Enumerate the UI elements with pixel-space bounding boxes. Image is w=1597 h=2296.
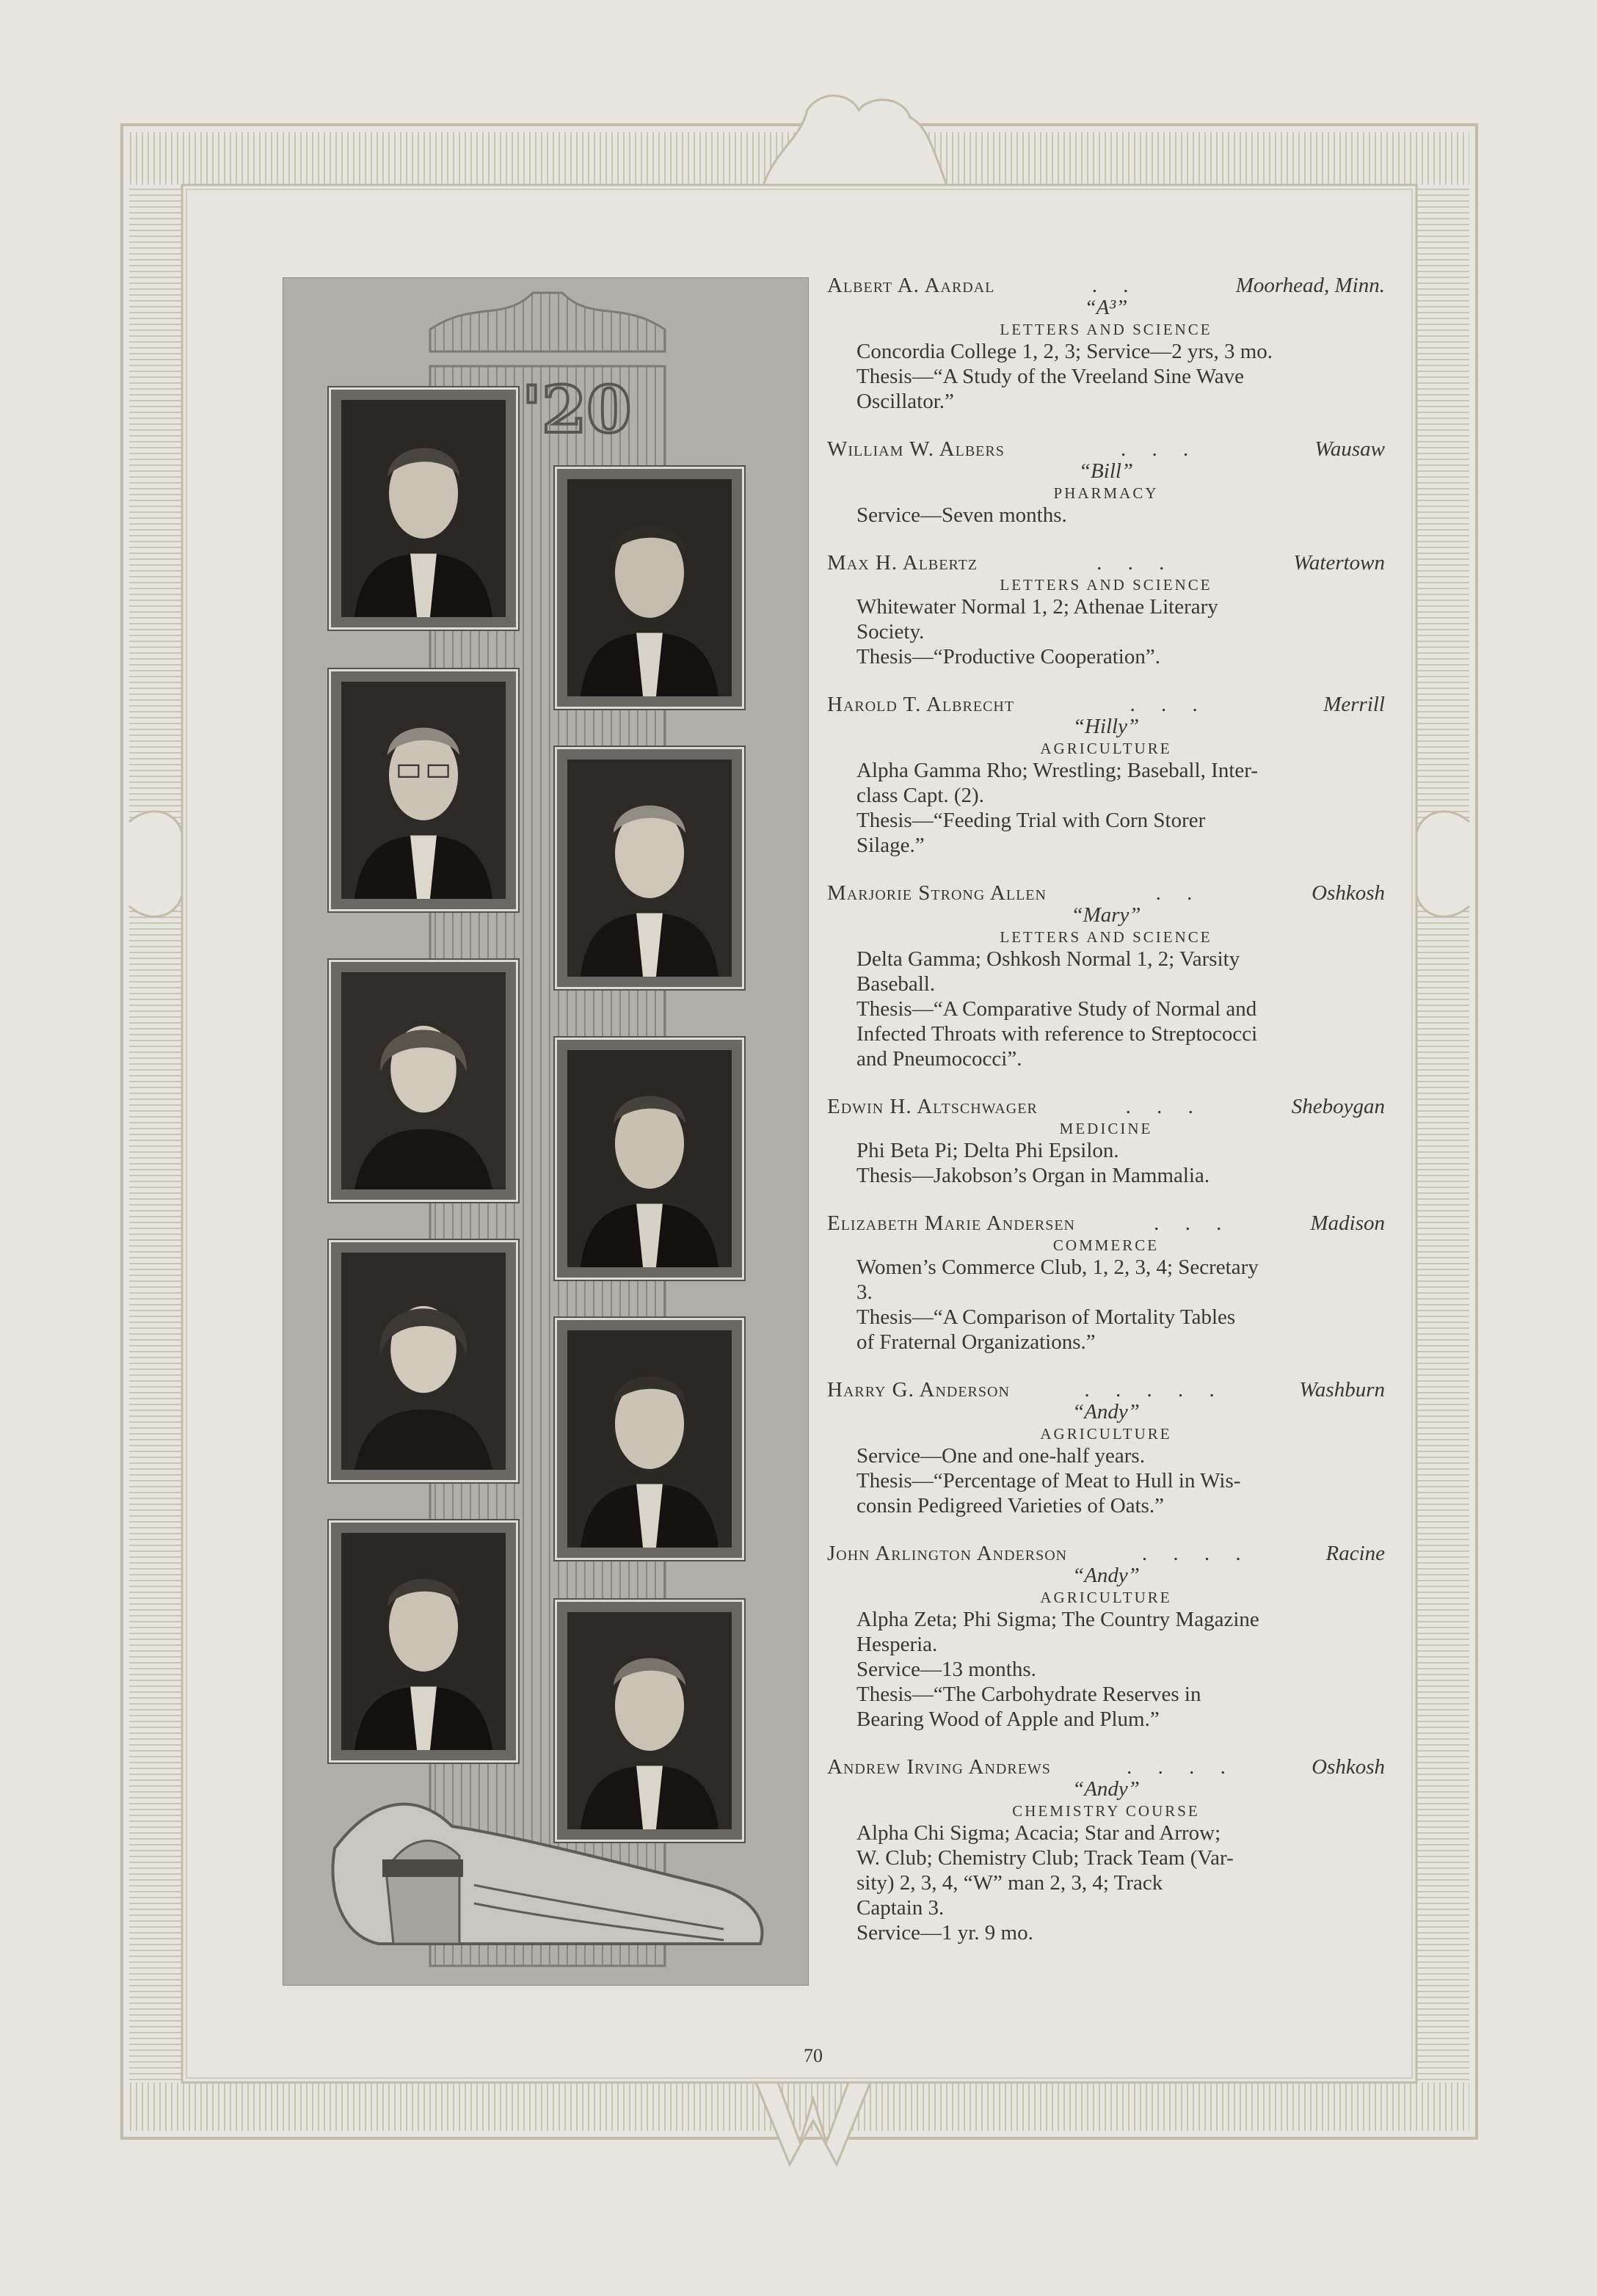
entry-text-line: W. Club; Chemistry Club; Track Team (Var- — [856, 1846, 1234, 1870]
portrait-1 — [329, 387, 518, 630]
course: PHARMACY — [1053, 484, 1159, 502]
course: LETTERS AND SCIENCE — [1000, 321, 1212, 338]
student-name: Albert A. Aardal — [827, 274, 995, 297]
course: CHEMISTRY COURSE — [1012, 1802, 1200, 1820]
student-name: Max H. Albertz — [827, 551, 978, 575]
entry-text-line: Thesis—Jakobson’s Organ in Mammalia. — [856, 1164, 1210, 1187]
entry-text-line: Service—Seven months. — [856, 503, 1067, 527]
portrait-photo — [567, 1330, 732, 1548]
nickname: “Mary” — [1071, 903, 1141, 927]
portrait-photo — [567, 1050, 732, 1267]
entry-text-line: Oscillator.” — [856, 390, 954, 413]
hometown: Madison — [1310, 1211, 1385, 1235]
course: LETTERS AND SCIENCE — [1000, 576, 1212, 594]
entry-text-line: Alpha Chi Sigma; Acacia; Star and Arrow; — [856, 1821, 1221, 1845]
student-name: Andrew Irving Andrews — [827, 1755, 1051, 1779]
entry — [827, 273, 1385, 414]
leader-dots: . . . — [1154, 1211, 1232, 1235]
hometown: Oshkosh — [1312, 881, 1385, 905]
entry-text-line: Thesis—“A Comparison of Mortality Tables — [856, 1305, 1236, 1329]
entry — [827, 550, 1385, 669]
hometown: Racine — [1325, 1542, 1385, 1565]
hometown: Oshkosh — [1312, 1755, 1385, 1779]
nickname: “A³” — [1084, 296, 1128, 319]
entry-header — [827, 1541, 1385, 1566]
entry-text-line: Women’s Commerce Club, 1, 2, 3, 4; Secretary — [856, 1255, 1259, 1279]
portrait-7 — [329, 1240, 518, 1482]
leader-dots: . . . — [1125, 1095, 1204, 1118]
entry-header — [827, 437, 1385, 462]
portrait-8 — [555, 1318, 744, 1560]
entry-text-line: sity) 2, 3, 4, “W” man 2, 3, 4; Track — [856, 1871, 1163, 1895]
entry — [827, 1754, 1385, 1945]
portrait-photo — [341, 400, 506, 617]
entry-text-line: Thesis—“The Carbohydrate Reserves in — [856, 1683, 1201, 1706]
portrait-photo — [341, 682, 506, 899]
entry-text-line: Service—13 months. — [856, 1658, 1036, 1681]
entry-text-line: Whitewater Normal 1, 2; Athenae Literary — [856, 595, 1218, 619]
portrait-9 — [329, 1520, 518, 1763]
entry — [827, 1541, 1385, 1732]
leader-dots: . . . — [1096, 551, 1175, 575]
entries-column — [827, 273, 1385, 1968]
leader-dots: . . — [1091, 274, 1139, 297]
leader-dots: . . . . — [1127, 1755, 1236, 1779]
entry-text-line: class Capt. (2). — [856, 784, 984, 807]
portrait-3 — [329, 669, 518, 911]
entry-header — [827, 881, 1385, 905]
portrait-4 — [555, 747, 744, 989]
entry-text-line: Captain 3. — [856, 1896, 945, 1920]
portrait-photo — [341, 972, 506, 1189]
entry-text-line: Thesis—“Percentage of Meat to Hull in Wis- — [856, 1469, 1241, 1493]
entry-text-line: consin Pedigreed Varieties of Oats.” — [856, 1494, 1165, 1517]
entry-text-line: Thesis—“Productive Cooperation”. — [856, 645, 1160, 668]
entry-header — [827, 1094, 1385, 1119]
entry-text-line: Service—One and one-half years. — [856, 1444, 1145, 1468]
course: AGRICULTURE — [1040, 1589, 1172, 1606]
entry — [827, 881, 1385, 1071]
student-name: Marjorie Strong Allen — [827, 881, 1047, 905]
portrait-photo — [341, 1253, 506, 1470]
course: MEDICINE — [1059, 1120, 1153, 1137]
leader-dots: . . . . — [1141, 1542, 1251, 1565]
student-name: Elizabeth Marie Andersen — [827, 1211, 1075, 1235]
course: AGRICULTURE — [1040, 740, 1172, 757]
entry — [827, 1211, 1385, 1355]
entry-header — [827, 273, 1385, 298]
entry-header — [827, 1754, 1385, 1779]
portrait-5 — [329, 960, 518, 1202]
leader-dots: . . — [1155, 881, 1203, 905]
portrait-6 — [555, 1038, 744, 1280]
entry-text-line: Alpha Zeta; Phi Sigma; The Country Magazine — [856, 1608, 1259, 1631]
entry — [827, 1094, 1385, 1188]
portrait-photo — [567, 1612, 732, 1829]
student-name: Harold T. Albrecht — [827, 693, 1015, 716]
portrait-10 — [555, 1600, 744, 1842]
hometown: Wausaw — [1314, 437, 1385, 461]
course: LETTERS AND SCIENCE — [1000, 928, 1212, 946]
entry — [827, 1377, 1385, 1518]
student-name: William W. Albers — [827, 437, 1005, 461]
entry-text-line: Silage.” — [856, 834, 925, 857]
portrait-photo — [341, 1533, 506, 1750]
entry — [827, 692, 1385, 858]
nickname: “Andy” — [1072, 1400, 1140, 1424]
entry-text-line: Thesis—“A Comparative Study of Normal and — [856, 997, 1257, 1021]
student-name: Harry G. Anderson — [827, 1378, 1010, 1402]
entry-text-line: and Pneumococci”. — [856, 1047, 1022, 1071]
hometown: Merrill — [1323, 693, 1385, 716]
entry-text-line: Thesis—“Feeding Trial with Corn Storer — [856, 809, 1206, 832]
entry-text-line: Hesperia. — [856, 1633, 938, 1656]
nickname: “Hilly” — [1072, 715, 1140, 738]
course: AGRICULTURE — [1040, 1425, 1172, 1443]
student-name: John Arlington Anderson — [827, 1542, 1068, 1565]
hometown: Sheboygan — [1291, 1095, 1385, 1118]
leader-dots: . . . — [1121, 437, 1199, 461]
entry-text-line: Delta Gamma; Oshkosh Normal 1, 2; Varsity — [856, 947, 1240, 971]
hometown: Moorhead, Minn. — [1235, 274, 1385, 297]
course: COMMERCE — [1052, 1236, 1160, 1254]
leader-dots: . . . . . — [1084, 1378, 1225, 1402]
entry-text-line: Phi Beta Pi; Delta Phi Epsilon. — [856, 1139, 1119, 1162]
entry-header — [827, 1377, 1385, 1402]
entry-header — [827, 692, 1385, 717]
entry-text-line: Baseball. — [856, 972, 936, 996]
portrait-photo — [567, 479, 732, 696]
entry-text-line: 3. — [856, 1280, 873, 1304]
nickname: “Bill” — [1078, 459, 1134, 483]
hometown: Washburn — [1299, 1378, 1385, 1402]
leader-dots: . . . — [1129, 693, 1208, 716]
entry-text-line: Infected Throats with reference to Streptococci — [856, 1022, 1258, 1046]
portrait-2 — [555, 467, 744, 709]
entry-text-line: Alpha Gamma Rho; Wrestling; Baseball, Inter- — [856, 759, 1258, 782]
nickname: “Andy” — [1072, 1777, 1140, 1801]
entry-text-line: Bearing Wood of Apple and Plum.” — [856, 1708, 1160, 1731]
entry-text-line: Concordia College 1, 2, 3; Service—2 yrs, 3 mo. — [856, 340, 1273, 363]
entry-header — [827, 1211, 1385, 1236]
nickname: “Andy” — [1072, 1564, 1140, 1587]
entry — [827, 437, 1385, 528]
entry-text-line: Thesis—“A Study of the Vreeland Sine Wave — [856, 365, 1245, 388]
page-number: 70 — [804, 2045, 823, 2066]
portrait-photo — [567, 759, 732, 977]
entry-text-line: of Fraternal Organizations.” — [856, 1330, 1096, 1354]
entry-text-line: Society. — [856, 620, 925, 644]
entry-text-line: Service—1 yr. 9 mo. — [856, 1921, 1033, 1945]
class-year: '20 — [522, 371, 632, 448]
hometown: Watertown — [1293, 551, 1385, 575]
student-name: Edwin H. Altschwager — [827, 1095, 1038, 1118]
entry-header — [827, 550, 1385, 575]
